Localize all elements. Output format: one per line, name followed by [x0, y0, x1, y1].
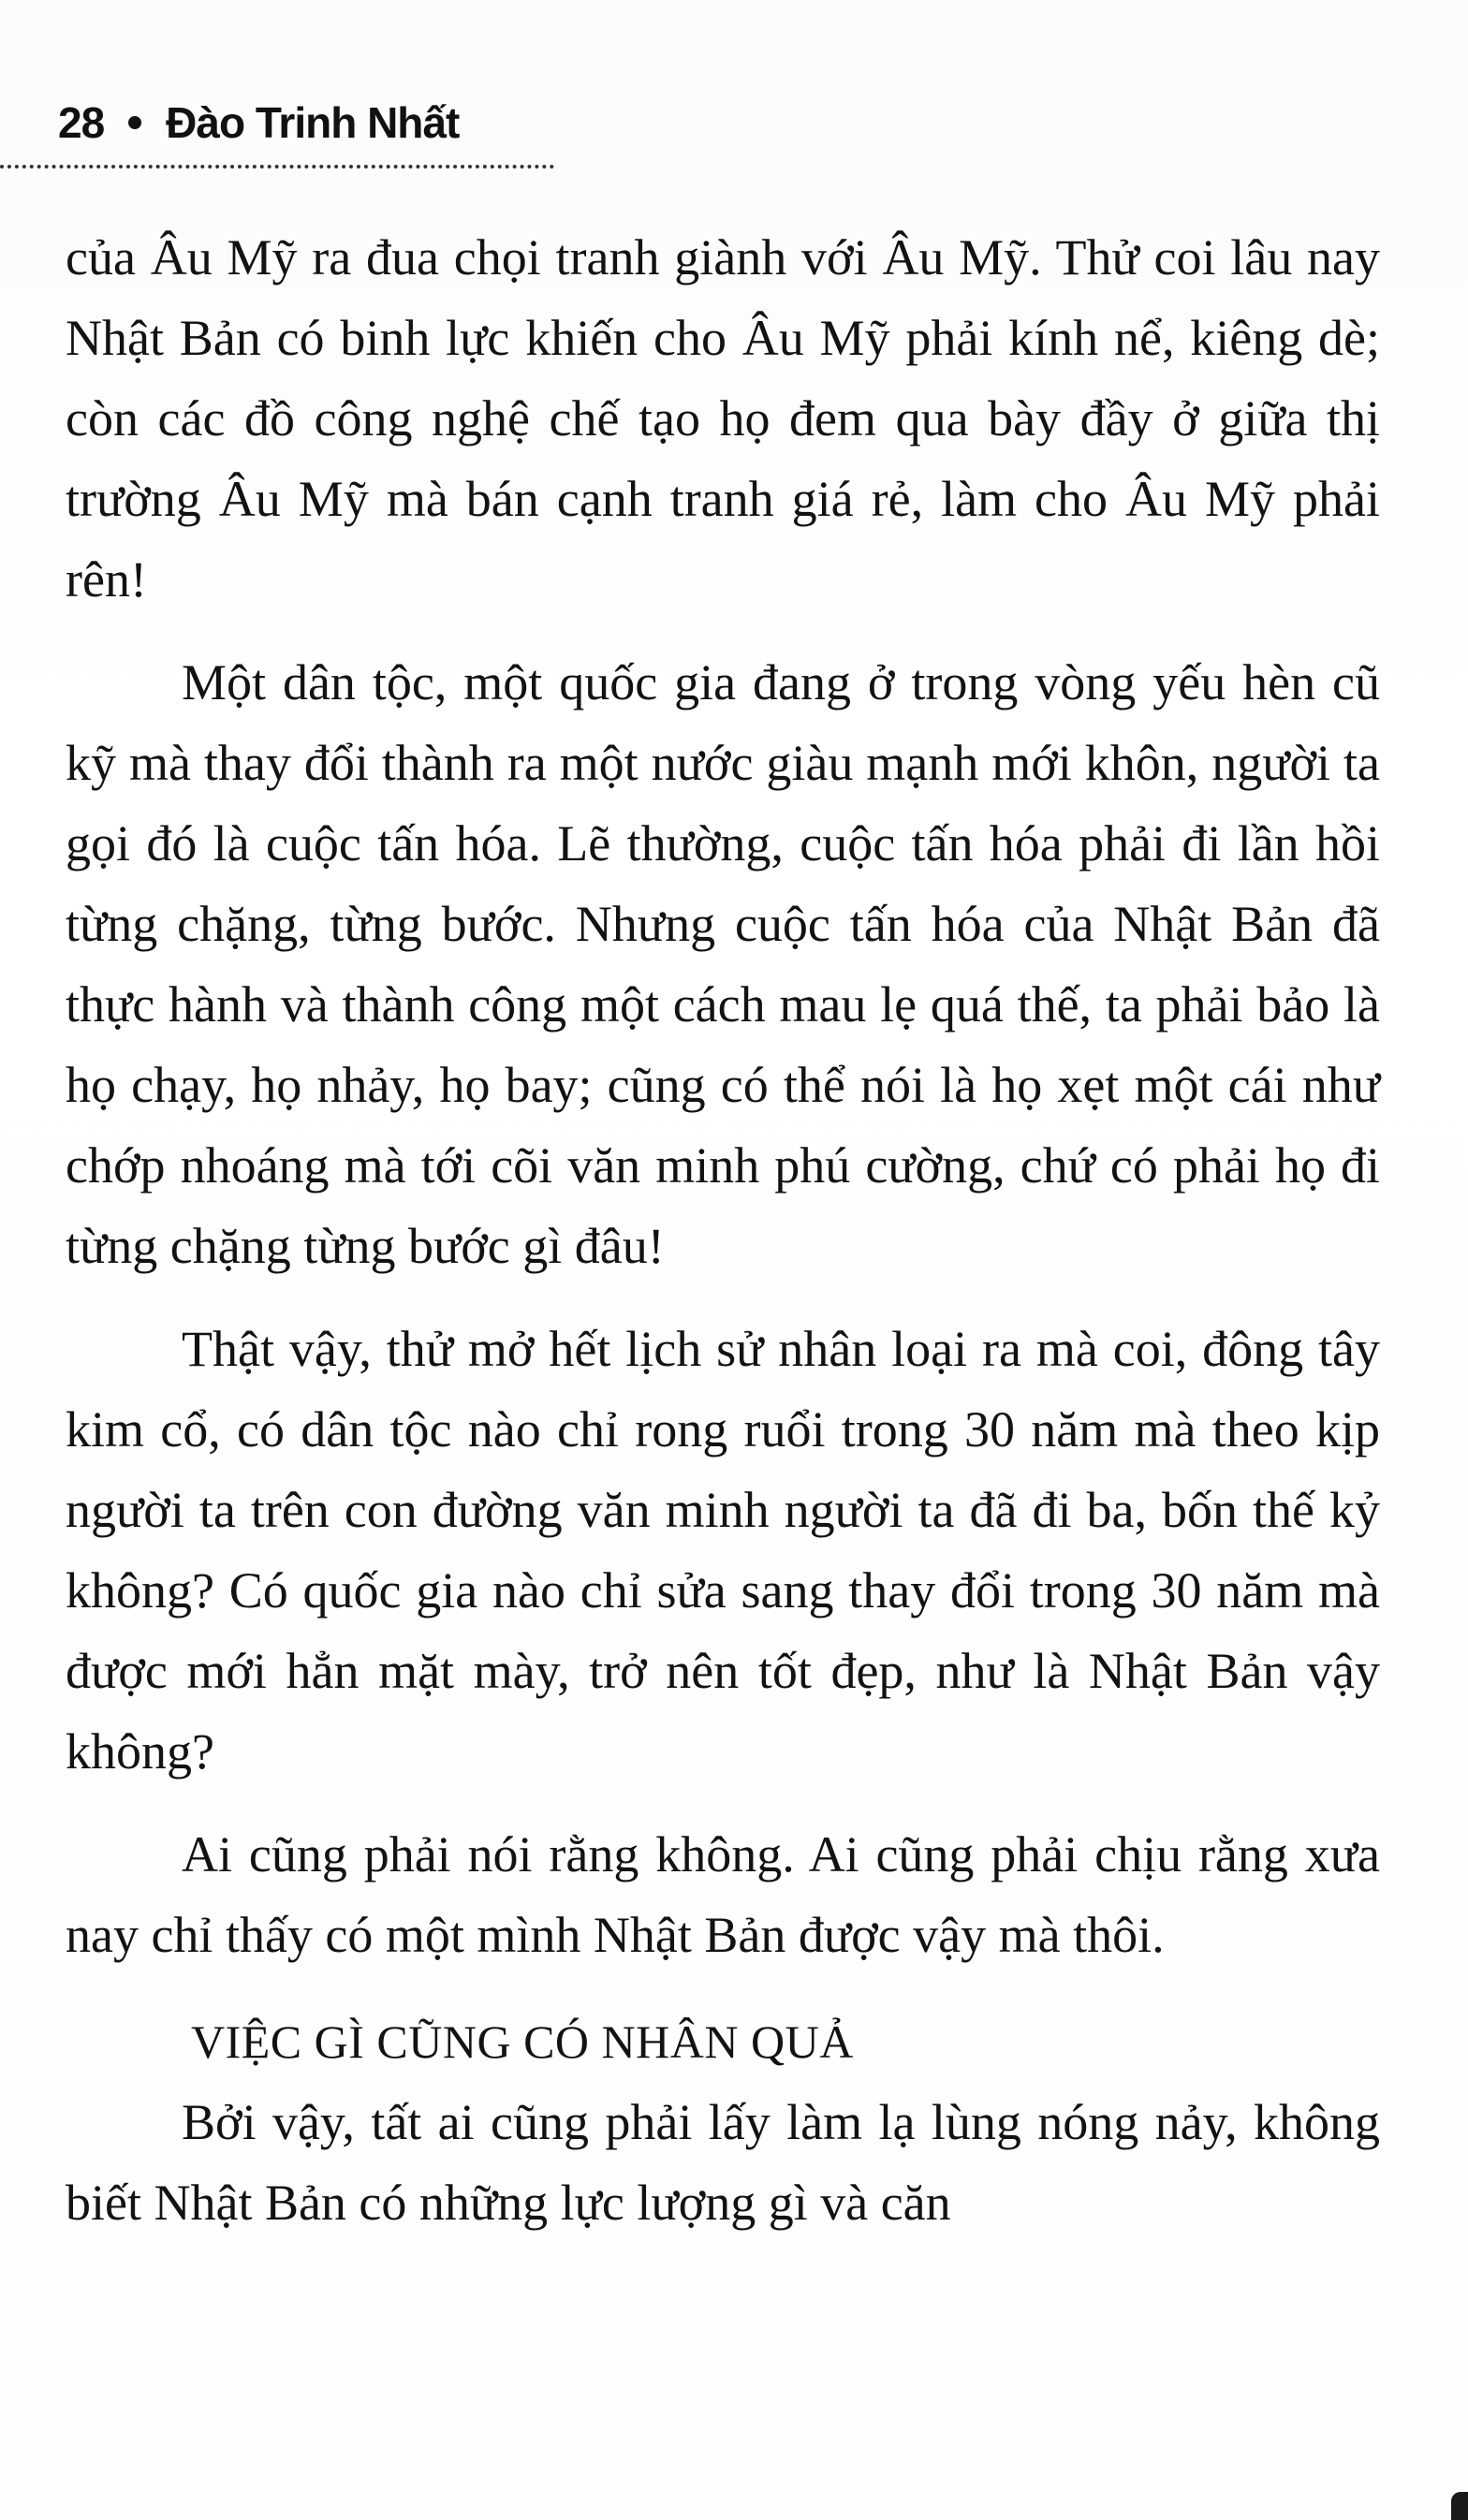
page-number: 28	[58, 98, 105, 147]
paragraph-1: của Âu Mỹ ra đua chọi tranh giành với Âu Mỹ. Thử coi lâu nay Nhật Bản có binh lực khiến cho Âu Mỹ phải kính nể, kiêng dè; còn các đồ công nghệ chế tạo họ đem qua bày đầy ở giữa thị trường Âu Mỹ mà bán cạnh tranh giá rẻ, làm cho Âu Mỹ phải rên!	[66, 229, 1380, 608]
paragraph-5: Bởi vậy, tất ai cũng phải lấy làm lạ lùng nóng nảy, không biết Nhật Bản có những lực lượng gì và căn	[66, 2094, 1380, 2231]
paragraph-4: Ai cũng phải nói rằng không. Ai cũng phải chịu rằng xưa nay chỉ thấy có một mình Nhật Bản được vậy mà thôi.	[66, 1826, 1380, 1963]
page-edge-mark	[1451, 2492, 1468, 2520]
paragraph-3: Thật vậy, thử mở hết lịch sử nhân loại ra mà coi, đông tây kim cổ, có dân tộc nào chỉ rong ruổi trong 30 năm mà theo kịp người ta trên con đường văn minh người ta đã đi ba, bốn thế kỷ không? Có quốc gia nào chỉ sửa sang thay đổi trong 30 năm mà được mới hẳn mặt mày, trở nên tốt đẹp, như là Nhật Bản vậy không?	[66, 1321, 1380, 1780]
body-text	[66, 217, 1380, 2265]
author-name: Đào Trinh Nhất	[166, 98, 460, 147]
running-header	[58, 97, 459, 148]
bullet-separator-icon	[128, 116, 141, 129]
paragraph-2: Một dân tộc, một quốc gia đang ở trong vòng yếu hèn cũ kỹ mà thay đổi thành ra một nước giàu mạnh mới khôn, người ta gọi đó là cuộc tấn hóa. Lẽ thường, cuộc tấn hóa phải đi lần hồi từng chặng, từng bước. Nhưng cuộc tấn hóa của Nhật Bản đã thực hành và thành công một cách mau lẹ quá thế, ta phải bảo là họ chạy, họ nhảy, họ bay; cũng có thể nói là họ xẹt một cái như chớp nhoáng mà tới cõi văn minh phú cường, chứ có phải họ đi từng chặng từng bước gì đâu!	[66, 654, 1380, 1274]
header-dotted-rule	[0, 165, 554, 168]
section-heading: VIỆC GÌ CŨNG CÓ NHÂN QUẢ	[191, 2015, 854, 2068]
